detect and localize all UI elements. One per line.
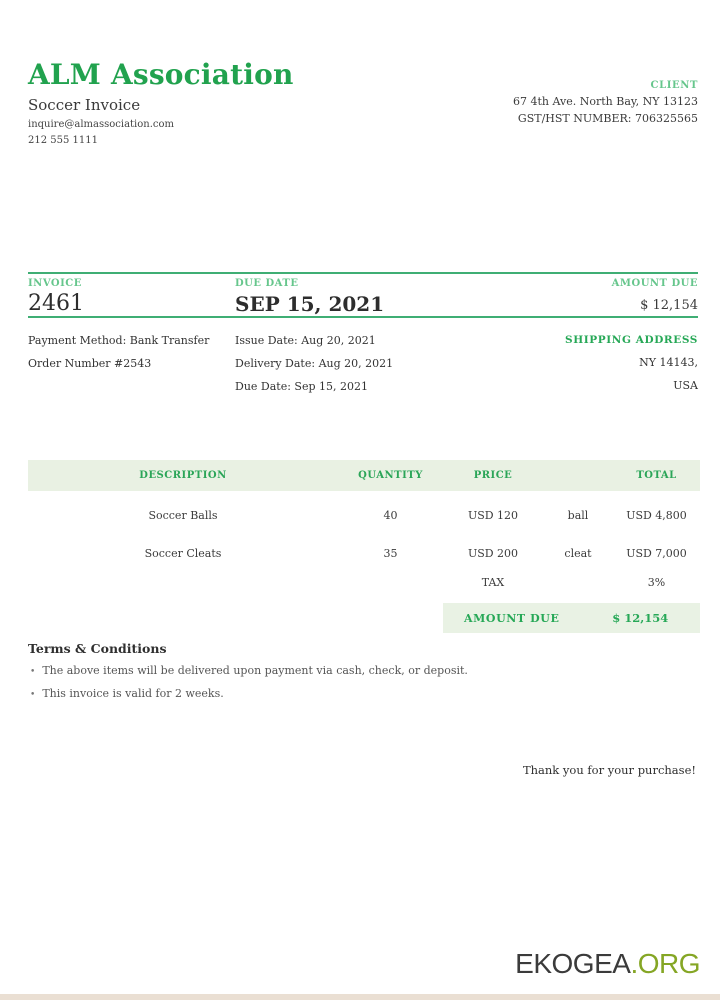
payment-method: Payment Method: Bank Transfer bbox=[28, 334, 210, 347]
client-block bbox=[513, 80, 698, 125]
item-total: USD 4,800 bbox=[626, 508, 687, 522]
header-price: PRICE bbox=[473, 470, 513, 481]
item-quantity: 40 bbox=[383, 508, 398, 522]
terms-item: • This invoice is valid for 2 weeks. bbox=[28, 687, 468, 702]
summary-due-date bbox=[235, 278, 612, 316]
tax-label: TAX bbox=[481, 575, 505, 589]
document-title: Soccer Invoice bbox=[28, 96, 141, 115]
shipping-address-line1: NY 14143, bbox=[639, 356, 698, 369]
invoice-summary-band bbox=[28, 272, 698, 318]
due-date: Due Date: Sep 15, 2021 bbox=[235, 380, 368, 393]
date-details bbox=[235, 334, 565, 403]
items-table bbox=[28, 460, 700, 633]
summary-amount-due bbox=[612, 278, 698, 313]
header-left bbox=[28, 60, 294, 146]
summary-invoice bbox=[28, 278, 235, 316]
client-gst-number: GST/HST NUMBER: 706325565 bbox=[517, 112, 698, 125]
terms-item: • The above items will be delivered upon payment via cash, check, or deposit. bbox=[28, 664, 468, 679]
client-label: CLIENT bbox=[650, 80, 698, 91]
header-quantity: QUANTITY bbox=[358, 470, 423, 481]
header-description: DESCRIPTION bbox=[139, 470, 227, 481]
item-unit: cleat bbox=[564, 546, 592, 560]
delivery-date: Delivery Date: Aug 20, 2021 bbox=[235, 357, 394, 370]
bottom-strip bbox=[0, 994, 720, 1000]
item-total: USD 7,000 bbox=[626, 546, 687, 560]
invoice-details bbox=[28, 334, 698, 403]
amount-due-box bbox=[443, 603, 700, 633]
payment-details bbox=[28, 334, 235, 403]
company-phone: 212 555 1111 bbox=[28, 135, 98, 147]
amount-due-value: $ 12,154 bbox=[640, 298, 698, 313]
shipping-address-label: SHIPPING ADDRESS bbox=[565, 334, 698, 346]
company-name: ALM Association bbox=[28, 58, 294, 91]
terms-heading: Terms & Conditions bbox=[28, 641, 167, 656]
invoice-number: 2461 bbox=[28, 291, 84, 316]
terms-and-conditions bbox=[28, 641, 468, 702]
footer-brand-secondary: .ORG bbox=[630, 948, 700, 979]
item-unit: ball bbox=[567, 508, 589, 522]
due-date-label: DUE DATE bbox=[235, 278, 299, 289]
shipping-address-line2: USA bbox=[673, 379, 698, 392]
client-address: 67 4th Ave. North Bay, NY 13123 bbox=[513, 95, 698, 108]
tax-row bbox=[28, 569, 700, 595]
order-number: Order Number #2543 bbox=[28, 357, 152, 370]
shipping-address-block bbox=[565, 334, 698, 403]
items-table-header bbox=[28, 460, 700, 491]
amount-due-box-label: AMOUNT DUE bbox=[463, 611, 560, 625]
footer-brand bbox=[515, 948, 700, 980]
item-quantity: 35 bbox=[383, 546, 398, 560]
header-total: TOTAL bbox=[636, 470, 677, 481]
table-row bbox=[28, 501, 700, 529]
amount-due-box-value: $ 12,154 bbox=[612, 611, 669, 625]
thank-you-note: Thank you for your purchase! bbox=[522, 763, 696, 777]
footer-brand-primary: EKOGEA bbox=[515, 948, 631, 979]
item-price: USD 200 bbox=[467, 546, 519, 560]
item-description: Soccer Balls bbox=[148, 508, 218, 522]
table-row bbox=[28, 539, 700, 567]
tax-value: 3% bbox=[647, 575, 666, 589]
issue-date: Issue Date: Aug 20, 2021 bbox=[235, 334, 376, 347]
invoice-label: INVOICE bbox=[28, 278, 82, 289]
item-description: Soccer Cleats bbox=[144, 546, 222, 560]
due-date-value: SEP 15, 2021 bbox=[235, 292, 385, 316]
item-price: USD 120 bbox=[467, 508, 519, 522]
company-email: inquire@almassociation.com bbox=[28, 119, 174, 131]
amount-due-label: AMOUNT DUE bbox=[611, 278, 698, 289]
